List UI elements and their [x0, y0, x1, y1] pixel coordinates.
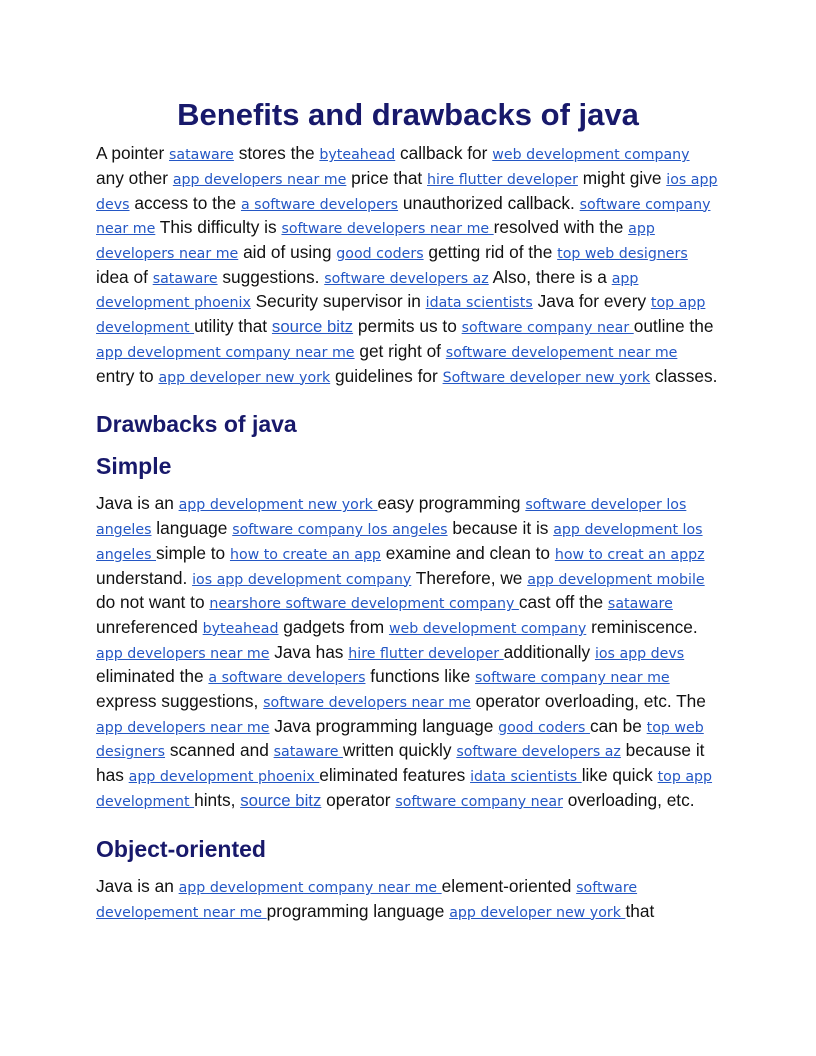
text-run: idea of	[96, 266, 153, 287]
text-run: suggestions.	[217, 266, 325, 287]
inline-link[interactable]: top web designers	[557, 246, 688, 262]
text-run: can be	[589, 715, 647, 736]
inline-link[interactable]: source bitz	[271, 317, 354, 337]
text-run: classes.	[650, 365, 718, 386]
inline-link[interactable]: app development company near me	[178, 880, 442, 897]
inline-link[interactable]: sataware	[169, 147, 234, 164]
inline-link[interactable]: app development new york	[178, 497, 378, 514]
text-run: permits us to	[353, 316, 462, 337]
text-run: utility that	[194, 316, 272, 337]
inline-link[interactable]: idata scientists	[470, 769, 582, 786]
inline-link[interactable]: source bitz	[240, 790, 322, 810]
text-run: reminiscence.	[586, 616, 698, 637]
text-run: Security supervisor in	[250, 291, 426, 312]
inline-link[interactable]: good coders	[336, 246, 424, 262]
text-run: language	[151, 518, 233, 539]
inline-link[interactable]: sataware	[607, 596, 673, 613]
inline-link[interactable]: good coders	[498, 719, 590, 736]
inline-link[interactable]: how to create an app	[229, 546, 381, 563]
inline-link[interactable]: top web designers	[96, 719, 704, 761]
text-run: Also, there is a	[488, 266, 612, 287]
text-run: programming language	[266, 900, 450, 921]
inline-link[interactable]: app developer new york	[449, 904, 626, 921]
paragraph-simple	[96, 492, 720, 813]
text-run: getting rid of the	[423, 242, 558, 262]
text-run: operator	[321, 789, 396, 810]
inline-link[interactable]: app development phoenix	[128, 769, 320, 786]
text-run: callback for	[395, 143, 493, 164]
inline-link[interactable]: software developers az	[456, 744, 621, 761]
document-page	[96, 96, 720, 925]
inline-link[interactable]: app developer new york	[158, 369, 331, 386]
text-run: stores the	[233, 143, 320, 164]
inline-link[interactable]: ios app development company	[192, 571, 412, 588]
text-run: unauthorized callback.	[398, 192, 580, 213]
text-run: eliminated features	[319, 765, 471, 786]
inline-link[interactable]: web development company	[492, 147, 690, 164]
inline-link[interactable]: Software developer new york	[442, 369, 651, 386]
heading-drawbacks: Drawbacks of java	[96, 411, 297, 438]
paragraph-benefits	[96, 142, 720, 389]
inline-link[interactable]: how to creat an appz	[554, 546, 705, 563]
text-run: any other	[96, 167, 173, 188]
page-title: Benefits and drawbacks of java	[177, 97, 639, 132]
inline-link[interactable]: software developer los angeles	[96, 497, 687, 539]
heading-simple: Simple	[96, 452, 172, 479]
text-run: cast off the	[518, 592, 608, 613]
text-run: Therefore, we	[411, 567, 528, 588]
inline-link[interactable]: byteahead	[202, 620, 279, 637]
inline-link[interactable]: nearshore software development company	[209, 596, 519, 613]
text-run: unreferenced	[96, 616, 203, 637]
text-run: do not want to	[96, 592, 210, 613]
inline-link[interactable]: app development phoenix	[96, 270, 639, 312]
inline-link[interactable]: app development company near me	[96, 344, 355, 361]
text-run: aid of using	[238, 242, 337, 262]
inline-link[interactable]: software company near	[461, 320, 634, 337]
inline-link[interactable]: software company near me	[475, 670, 670, 687]
text-run: Java programming language	[269, 715, 499, 736]
inline-link[interactable]: hire flutter developer	[348, 645, 504, 662]
inline-link[interactable]: hire flutter developer	[427, 171, 578, 188]
inline-link[interactable]: ios app devs	[96, 171, 718, 213]
text-run: additionally	[503, 641, 595, 662]
text-run: because it has	[96, 740, 705, 786]
text-run: element-oriented	[441, 876, 577, 897]
inline-link[interactable]: app developers near me	[96, 719, 270, 736]
inline-link[interactable]: top app development	[96, 769, 713, 810]
text-run: entry to	[96, 365, 159, 386]
text-run: Java is an	[96, 876, 179, 897]
text-run: understand.	[96, 567, 193, 588]
text-run: because it is	[447, 518, 554, 539]
inline-link[interactable]: app developers near me	[96, 221, 655, 262]
inline-link[interactable]: byteahead	[319, 147, 396, 164]
text-run: examine and clean to	[380, 542, 555, 563]
text-run: overloading, etc.	[562, 789, 695, 810]
text-run: written quickly	[343, 740, 457, 761]
text-run: Java is an	[96, 493, 179, 514]
text-run: resolved with the	[493, 217, 629, 238]
inline-link[interactable]: top app development	[96, 295, 706, 337]
inline-link[interactable]: software company los angeles	[232, 522, 448, 539]
text-run: functions like	[365, 666, 476, 687]
text-run: This difficulty is	[155, 217, 282, 238]
text-run: easy programming	[377, 493, 526, 514]
text-run: access to the	[129, 192, 241, 213]
inline-link[interactable]: software developement near me	[96, 880, 638, 921]
text-run: A pointer	[96, 143, 170, 164]
inline-link[interactable]: software developers az	[324, 270, 489, 287]
inline-link[interactable]: app development los angeles	[96, 522, 703, 563]
text-run: outline the	[633, 316, 714, 337]
inline-link[interactable]: software developers near me	[281, 221, 494, 238]
text-run: get right of	[354, 340, 446, 361]
inline-link[interactable]: software developers near me	[263, 695, 471, 712]
inline-link[interactable]: a software developers	[208, 670, 366, 687]
text-run: eliminated the	[96, 666, 209, 687]
inline-link[interactable]: software company near me	[96, 196, 711, 238]
text-run: guidelines for	[330, 365, 443, 386]
text-run: gadgets from	[278, 616, 389, 637]
inline-link[interactable]: web development company	[388, 620, 587, 637]
inline-link[interactable]: software company near	[395, 793, 563, 810]
text-run: that	[625, 900, 655, 921]
paragraph-object-oriented	[96, 875, 720, 924]
inline-link[interactable]: app development mobile	[527, 571, 705, 588]
heading-object-oriented: Object-oriented	[96, 835, 266, 862]
inline-link[interactable]: sataware	[152, 270, 218, 287]
inline-link[interactable]: app developers near me	[96, 645, 270, 662]
text-run: Java has	[269, 641, 349, 662]
text-run: Java for every	[532, 291, 651, 312]
text-run: price that	[346, 167, 428, 188]
inline-link[interactable]: app developers near me	[172, 171, 347, 188]
inline-link[interactable]: sataware	[273, 744, 344, 761]
text-run: like quick	[581, 765, 658, 786]
text-run: express suggestions,	[96, 691, 264, 712]
inline-link[interactable]: ios app devs	[594, 645, 685, 662]
inline-link[interactable]: idata scientists	[425, 295, 533, 312]
text-run: hints,	[194, 789, 241, 810]
text-run: might give	[577, 167, 667, 188]
text-run: simple to	[156, 542, 230, 563]
text-run: operator overloading, etc. The	[470, 691, 706, 712]
inline-link[interactable]: software developement near me	[445, 344, 678, 361]
text-run: scanned and	[165, 740, 274, 761]
inline-link[interactable]: a software developers	[240, 196, 399, 213]
